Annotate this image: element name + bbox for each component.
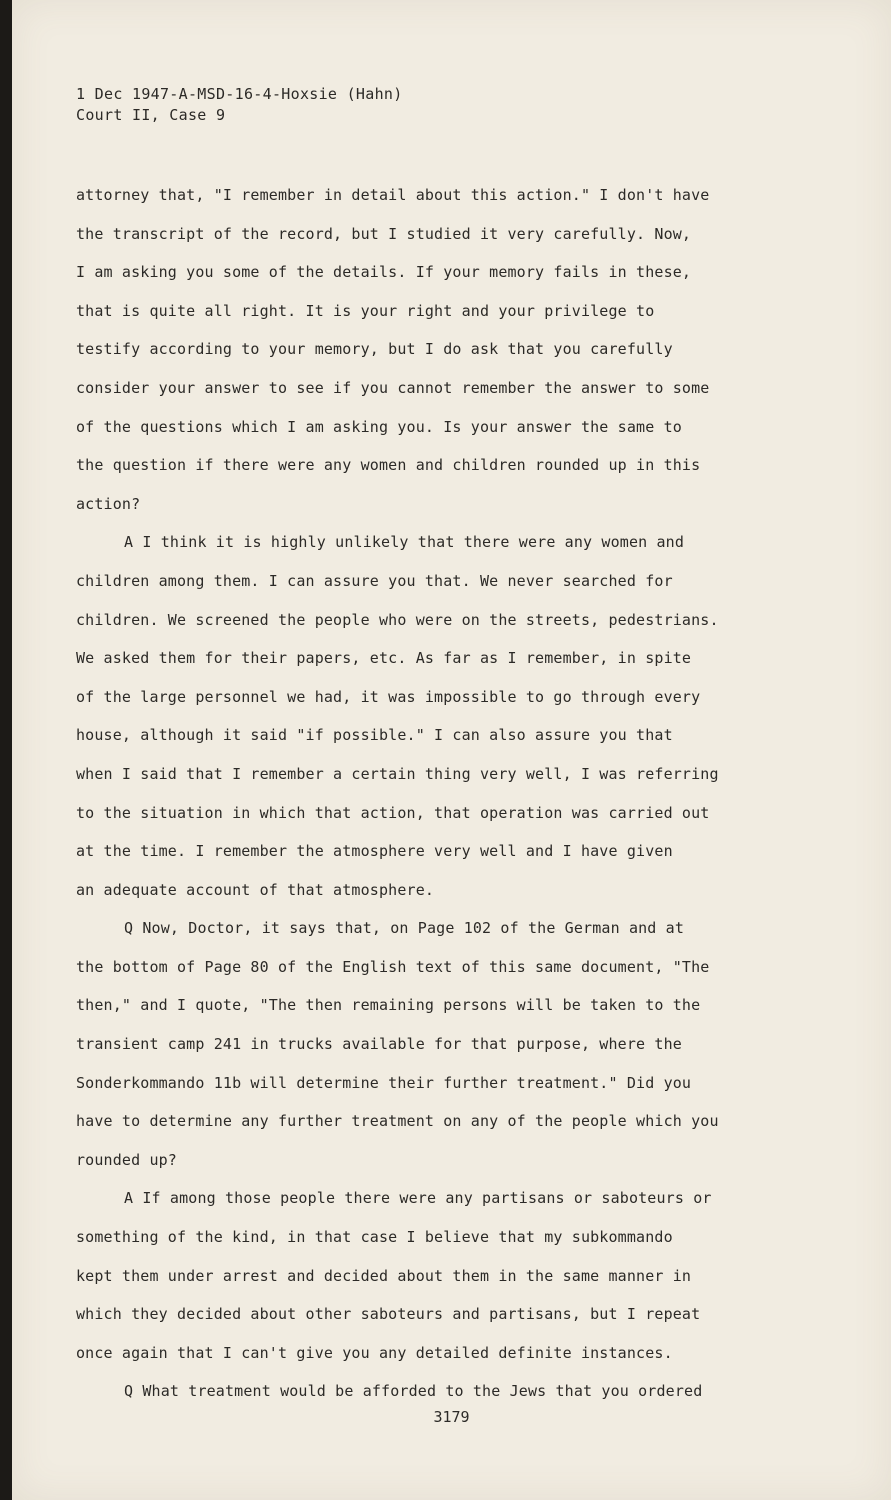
text-line: which they decided about other saboteurs and partisans, but I repeat	[76, 1305, 701, 1324]
answer-line: A I think it is highly unlikely that there were any women and	[124, 533, 685, 552]
question-line: Q What treatment would be afforded to the Jews that you ordered	[124, 1382, 703, 1401]
text-line: I am asking you some of the details. If your memory fails in these,	[76, 263, 692, 282]
text-line: the transcript of the record, but I studied it very carefully. Now,	[76, 224, 692, 243]
text-line: at the time. I remember the atmosphere very well and I have given	[76, 842, 673, 861]
text-line: Sonderkommando 11b will determine their further treatment." Did you	[76, 1073, 692, 1092]
text-line: when I said that I remember a certain thing very well, I was referring	[76, 764, 719, 783]
text-line: house, although it said "if possible." I can also assure you that	[76, 726, 673, 745]
page-number: 3179	[433, 1408, 470, 1426]
text-line: to the situation in which that action, that operation was carried out	[76, 803, 710, 822]
text-line: the bottom of Page 80 of the English text of this same document, "The	[76, 957, 710, 976]
text-line: something of the kind, in that case I believe that my subkommando	[76, 1228, 673, 1247]
header-reference-line: 1 Dec 1947-A-MSD-16-4-Hoxsie (Hahn)	[76, 85, 403, 103]
text-line: then," and I quote, "The then remaining persons will be taken to the	[76, 996, 701, 1015]
text-line: transient camp 241 in trucks available for that purpose, where the	[76, 1035, 682, 1054]
text-line: consider your answer to see if you cannot remember the answer to some	[76, 378, 710, 397]
text-line: children among them. I can assure you that. We never searched for	[76, 571, 673, 590]
text-line: attorney that, "I remember in detail about this action." I don't have	[76, 186, 710, 204]
text-line: testify according to your memory, but I do ask that you carefully	[76, 340, 673, 359]
text-line: once again that I can't give you any detailed definite instances.	[76, 1343, 673, 1362]
text-line: of the large personnel we had, it was impossible to go through every	[76, 687, 701, 706]
text-line: an adequate account of that atmosphere.	[76, 880, 435, 899]
answer-line: A If among those people there were any partisans or saboteurs or	[124, 1189, 712, 1208]
document-page	[12, 0, 891, 1500]
text-line: have to determine any further treatment on any of the people which you	[76, 1112, 719, 1131]
text-line: We asked them for their papers, etc. As far as I remember, in spite	[76, 649, 692, 668]
text-line: of the questions which I am asking you. Is your answer the same to	[76, 417, 682, 436]
document-header	[76, 84, 403, 126]
text-line: that is quite all right. It is your right and your privilege to	[76, 301, 655, 320]
header-court-line: Court II, Case 9	[76, 106, 226, 124]
text-line: the question if there were any women and children rounded up in this	[76, 456, 701, 475]
text-line: kept them under arrest and decided about them in the same manner in	[76, 1266, 692, 1285]
text-line: children. We screened the people who were on the streets, pedestrians.	[76, 610, 719, 629]
text-line: rounded up?	[76, 1150, 177, 1169]
question-line: Q Now, Doctor, it says that, on Page 102 of the German and at	[124, 919, 685, 938]
text-line: action?	[76, 494, 141, 513]
transcript-body	[76, 176, 776, 1411]
